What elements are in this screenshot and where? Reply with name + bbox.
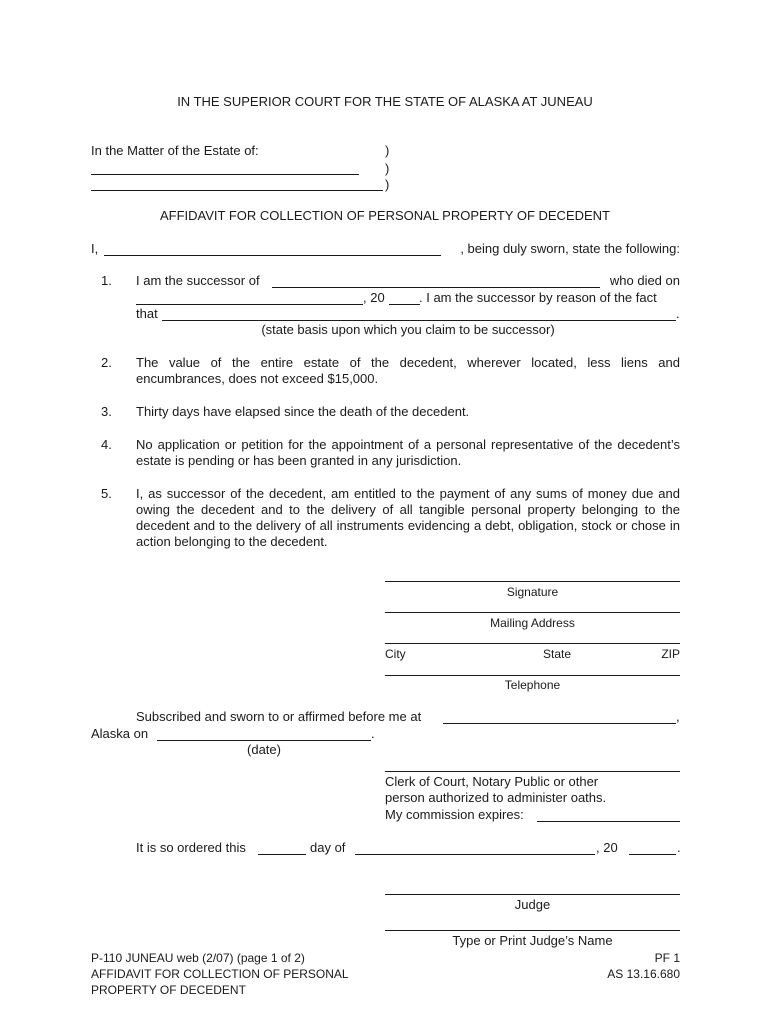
telephone-line[interactable] [385, 675, 680, 676]
jurat-subscribed: Subscribed and sworn to or affirmed before me at [136, 709, 422, 724]
order-so-ordered: It is so ordered this [136, 840, 246, 855]
item1-who-died-on: who died on [609, 273, 680, 288]
city-state-zip-line[interactable] [385, 643, 680, 644]
item1-successor-of: I am the successor of [136, 273, 260, 288]
caption-paren-3: ) [385, 177, 390, 192]
footer-form-title-2: PROPERTY OF DECEDENT [91, 983, 246, 997]
judge-print-name-label: Type or Print Judge’s Name [452, 933, 613, 948]
state-label: State [543, 647, 572, 661]
zip-label: ZIP [661, 647, 680, 661]
court-header: IN THE SUPERIOR COURT FOR THE STATE OF ALASKA AT JUNEAU [177, 94, 593, 109]
order-period: . [677, 840, 681, 855]
clerk-line-2: person authorized to administer oaths. [385, 790, 607, 805]
footer-form-id: P-110 JUNEAU web (2/07) (page 1 of 2) [91, 951, 305, 965]
item1-period: . [676, 306, 680, 321]
intro-suffix: , being duly sworn, state the following: [460, 241, 680, 256]
clerk-signature-line[interactable] [385, 771, 680, 772]
jurat-alaska-on: Alaska on [91, 726, 149, 741]
matter-label: In the Matter of the Estate of: [91, 143, 259, 158]
jurat-location-field[interactable] [443, 709, 676, 724]
jurat-date-field[interactable] [157, 726, 371, 741]
item-5-text: I, as successor of the decedent, am entitled to the payment of any sums of money due and owing the decedent and to the delivery of all tangible personal property belonging to the decedent and to the delivery of all instruments evidencing a debt, obligation, stock or chose in action belonging to the decedent. [136, 486, 680, 549]
footer-form-title-1: AFFIDAVIT FOR COLLECTION OF PERSONAL [91, 967, 349, 981]
signature-label: Signature [506, 585, 559, 599]
item1-basis-note: (state basis upon which you claim to be successor) [261, 322, 555, 337]
mailing-address-label: Mailing Address [490, 616, 575, 630]
decedent-name-line-2[interactable] [91, 176, 383, 191]
decedent-name-line-1[interactable] [91, 160, 359, 175]
date-of-death-field[interactable] [136, 290, 363, 305]
jurat-period: . [371, 726, 375, 741]
item-4-text: No application or petition for the appointment of a personal representative of the decedent’s estate is pending or has been granted in any jurisdiction. [136, 437, 680, 468]
order-month-field[interactable] [355, 840, 595, 855]
judge-signature-line[interactable] [385, 894, 680, 895]
caption-paren-2: ) [385, 161, 390, 176]
order-year-field[interactable] [629, 840, 676, 855]
commission-expires-label: My commission expires: [385, 807, 524, 822]
item1-year-prefix: , 20 [363, 290, 385, 305]
decedent-field[interactable] [272, 273, 600, 288]
footer-statute: AS 13.16.680 [607, 967, 680, 981]
telephone-label: Telephone [504, 678, 561, 692]
footer-page-code: PF 1 [654, 951, 680, 965]
item-number: 2. [101, 355, 112, 370]
order-day-field[interactable] [258, 840, 306, 855]
order-day-of: day of [310, 840, 346, 855]
year-of-death-field[interactable] [389, 290, 420, 305]
jurat-comma: , [676, 709, 680, 724]
document-title: AFFIDAVIT FOR COLLECTION OF PERSONAL PROPERTY OF DECEDENT [159, 208, 611, 223]
item-number: 5. [101, 486, 112, 501]
item-number: 1. [101, 273, 112, 288]
item-3-text: Thirty days have elapsed since the death of the decedent. [136, 404, 470, 419]
jurat-date-label: (date) [247, 742, 281, 757]
basis-field[interactable] [162, 306, 676, 321]
item1-that: that [136, 306, 158, 321]
clerk-line-1: Clerk of Court, Notary Public or other [385, 774, 599, 789]
commission-expires-field[interactable] [537, 807, 680, 822]
order-year-prefix: , 20 [596, 840, 618, 855]
affiant-name-field[interactable] [104, 241, 441, 256]
judge-label: Judge [514, 897, 551, 912]
item1-reason-text: . I am the successor by reason of the fact [419, 290, 657, 305]
caption-paren-1: ) [385, 143, 390, 158]
mailing-address-line[interactable] [385, 612, 680, 613]
intro-prefix: I, [91, 241, 99, 256]
judge-name-line[interactable] [385, 930, 680, 931]
signature-line[interactable] [385, 581, 680, 582]
item-2-text: The value of the entire estate of the decedent, wherever located, less liens and encumbrances, does not exceed $15,000. [136, 355, 680, 386]
city-label: City [385, 647, 406, 661]
item-number: 4. [101, 437, 112, 452]
item-number: 3. [101, 404, 112, 419]
